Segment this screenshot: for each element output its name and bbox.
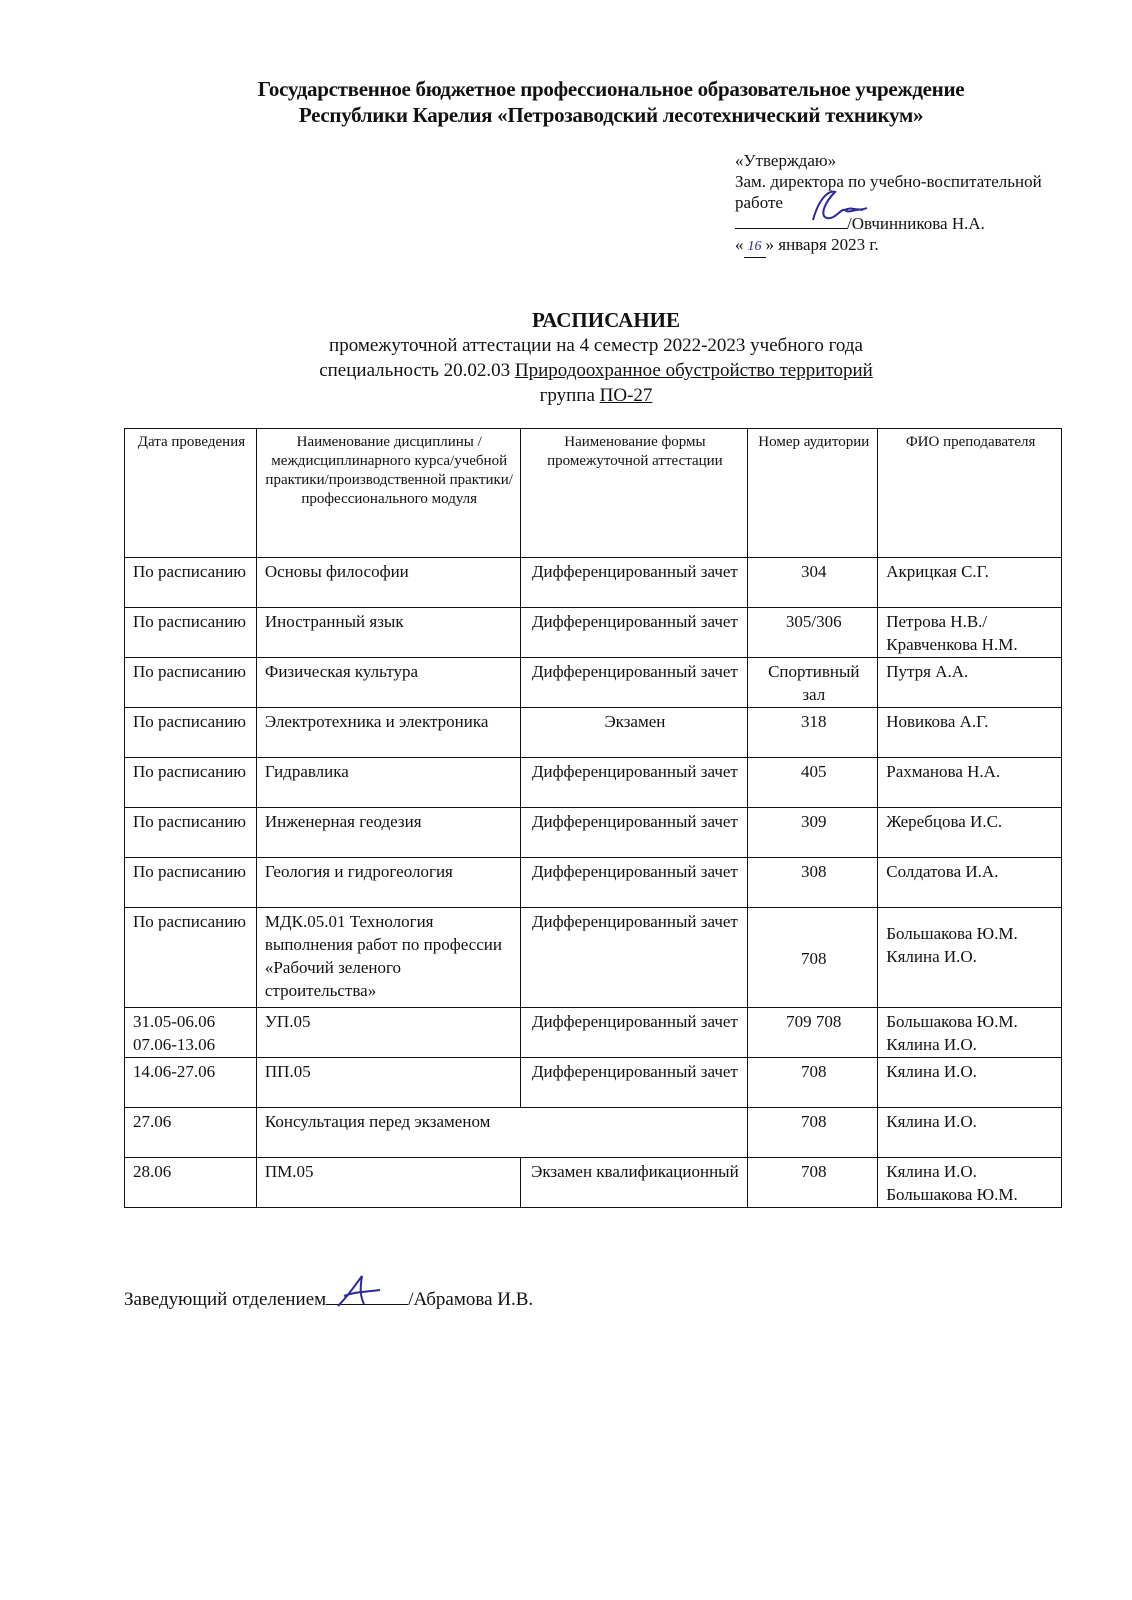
cell-room: 405 bbox=[748, 758, 878, 808]
approval-date-rest: » января 2023 г. bbox=[765, 235, 879, 254]
cell-room: 708 bbox=[748, 1058, 878, 1108]
approver-name: /Овчинникова Н.А. bbox=[847, 214, 985, 233]
cell-form: Дифференцированный зачет bbox=[520, 658, 748, 708]
cell-room: 708 bbox=[748, 908, 878, 1008]
table-row bbox=[125, 558, 1062, 608]
page-title: РАСПИСАНИЕ bbox=[531, 308, 681, 332]
approval-day: 16 bbox=[744, 236, 766, 258]
cell-form: Экзамен квалификационный bbox=[520, 1158, 748, 1208]
cell-date: По расписанию bbox=[125, 658, 257, 708]
table-row bbox=[125, 1008, 1062, 1058]
cell-teacher: Кялина И.О. bbox=[878, 1108, 1062, 1158]
cell-discipline: УП.05 bbox=[256, 1008, 520, 1058]
cell-teacher: Рахманова Н.А. bbox=[878, 758, 1062, 808]
footer-position: Заведующий отделением bbox=[124, 1289, 327, 1310]
cell-form: Дифференцированный зачет bbox=[520, 808, 748, 858]
cell-room: 708 bbox=[748, 1158, 878, 1208]
table-row bbox=[125, 1108, 1062, 1158]
approval-stamp: «Утверждаю» bbox=[735, 151, 837, 170]
head-signature-icon bbox=[334, 1274, 384, 1313]
header-date: Дата проведения bbox=[125, 429, 257, 558]
table-row bbox=[125, 1158, 1062, 1208]
cell-date: По расписанию bbox=[125, 758, 257, 808]
table-row bbox=[125, 708, 1062, 758]
cell-date: По расписанию bbox=[125, 558, 257, 608]
org-name-line1: Государственное бюджетное профессиональное образовательное учреждение bbox=[257, 77, 965, 101]
cell-teacher: Жеребцова И.С. bbox=[878, 808, 1062, 858]
schedule-table bbox=[124, 428, 1062, 1208]
cell-date: 14.06-27.06 bbox=[125, 1058, 257, 1108]
header-teacher: ФИО преподавателя bbox=[878, 429, 1062, 558]
cell-room: 309 bbox=[748, 808, 878, 858]
organization-header bbox=[0, 76, 1132, 128]
cell-form: Дифференцированный зачет bbox=[520, 1058, 748, 1108]
cell-discipline: МДК.05.01 Технология выполнения работ по профессии «Рабочий зеленого строительства» bbox=[256, 908, 520, 1008]
cell-teacher: Путря А.А. bbox=[878, 658, 1062, 708]
approval-block bbox=[735, 150, 1042, 258]
cell-form: Дифференцированный зачет bbox=[520, 758, 748, 808]
header-form: Наименование формы промежуточной аттестации bbox=[520, 429, 748, 558]
cell-teacher: Новикова А.Г. bbox=[878, 708, 1062, 758]
table-row bbox=[125, 758, 1062, 808]
table-row bbox=[125, 658, 1062, 708]
cell-date: 27.06 bbox=[125, 1108, 257, 1158]
header-room: Номер аудитории bbox=[748, 429, 878, 558]
schedule-title-block bbox=[0, 308, 1132, 408]
cell-date: 31.05-06.06 07.06-13.06 bbox=[125, 1008, 257, 1058]
approval-position-line2: работе bbox=[735, 193, 783, 212]
group-name: ПО-27 bbox=[599, 385, 653, 406]
footer-signature-block bbox=[124, 1288, 533, 1311]
cell-date: По расписанию bbox=[125, 908, 257, 1008]
cell-discipline: Гидравлика bbox=[256, 758, 520, 808]
schedule-subtitle: промежуточной аттестации на 4 семестр 2022-2023 учебного года bbox=[329, 335, 863, 356]
approver-signature-line bbox=[735, 214, 847, 229]
cell-room: 318 bbox=[748, 708, 878, 758]
specialty-name: Природоохранное обустройство территорий bbox=[514, 360, 873, 381]
org-name-line2: Республики Карелия «Петрозаводский лесотехнический техникум» bbox=[298, 103, 924, 127]
cell-date: По расписанию bbox=[125, 858, 257, 908]
cell-room: 709 708 bbox=[748, 1008, 878, 1058]
cell-teacher: Большакова Ю.М. Кялина И.О. bbox=[878, 1008, 1062, 1058]
approval-position-line1: Зам. директора по учебно-воспитательной bbox=[735, 172, 1042, 191]
cell-room: Спортивный зал bbox=[748, 658, 878, 708]
cell-room: 305/306 bbox=[748, 608, 878, 658]
cell-discipline: ПП.05 bbox=[256, 1058, 520, 1108]
group-line bbox=[0, 383, 1132, 408]
cell-date: По расписанию bbox=[125, 708, 257, 758]
cell-room: 304 bbox=[748, 558, 878, 608]
cell-teacher: Кялина И.О. Большакова Ю.М. bbox=[878, 1158, 1062, 1208]
table-row bbox=[125, 808, 1062, 858]
table-row bbox=[125, 908, 1062, 1008]
cell-discipline: Иностранный язык bbox=[256, 608, 520, 658]
cell-discipline: Геология и гидрогеология bbox=[256, 858, 520, 908]
cell-teacher: Большакова Ю.М. Кялина И.О. bbox=[878, 908, 1062, 1008]
table-row bbox=[125, 608, 1062, 658]
cell-discipline: Основы философии bbox=[256, 558, 520, 608]
specialty-prefix: специальность 20.02.03 bbox=[319, 360, 515, 381]
cell-discipline: ПМ.05 bbox=[256, 1158, 520, 1208]
cell-date: 28.06 bbox=[125, 1158, 257, 1208]
specialty-line bbox=[0, 358, 1132, 383]
cell-form: Дифференцированный зачет bbox=[520, 1008, 748, 1058]
table-row bbox=[125, 1058, 1062, 1108]
cell-discipline: Электротехника и электроника bbox=[256, 708, 520, 758]
cell-form: Дифференцированный зачет bbox=[520, 908, 748, 1008]
cell-teacher: Петрова Н.В./ Кравченкова Н.М. bbox=[878, 608, 1062, 658]
cell-discipline: Консультация перед экзаменом bbox=[256, 1108, 747, 1158]
cell-form: Дифференцированный зачет bbox=[520, 608, 748, 658]
cell-teacher: Акрицкая С.Г. bbox=[878, 558, 1062, 608]
head-signature-line bbox=[326, 1288, 408, 1305]
footer-name: /Абрамова И.В. bbox=[408, 1289, 534, 1310]
group-prefix: группа bbox=[539, 385, 600, 406]
header-discipline: Наименование дисциплины /междисциплинарного курса/учебной практики/производственной практики/профессионального модуля bbox=[256, 429, 520, 558]
cell-form: Дифференцированный зачет bbox=[520, 858, 748, 908]
date-quote-open: « bbox=[735, 235, 744, 254]
cell-discipline: Инженерная геодезия bbox=[256, 808, 520, 858]
cell-room: 708 bbox=[748, 1108, 878, 1158]
cell-form: Дифференцированный зачет bbox=[520, 558, 748, 608]
cell-teacher: Солдатова И.А. bbox=[878, 858, 1062, 908]
cell-room: 308 bbox=[748, 858, 878, 908]
cell-date: По расписанию bbox=[125, 808, 257, 858]
cell-discipline: Физическая культура bbox=[256, 658, 520, 708]
table-row bbox=[125, 858, 1062, 908]
cell-form: Экзамен bbox=[520, 708, 748, 758]
cell-date: По расписанию bbox=[125, 608, 257, 658]
cell-teacher: Кялина И.О. bbox=[878, 1058, 1062, 1108]
table-header-row bbox=[125, 429, 1062, 558]
